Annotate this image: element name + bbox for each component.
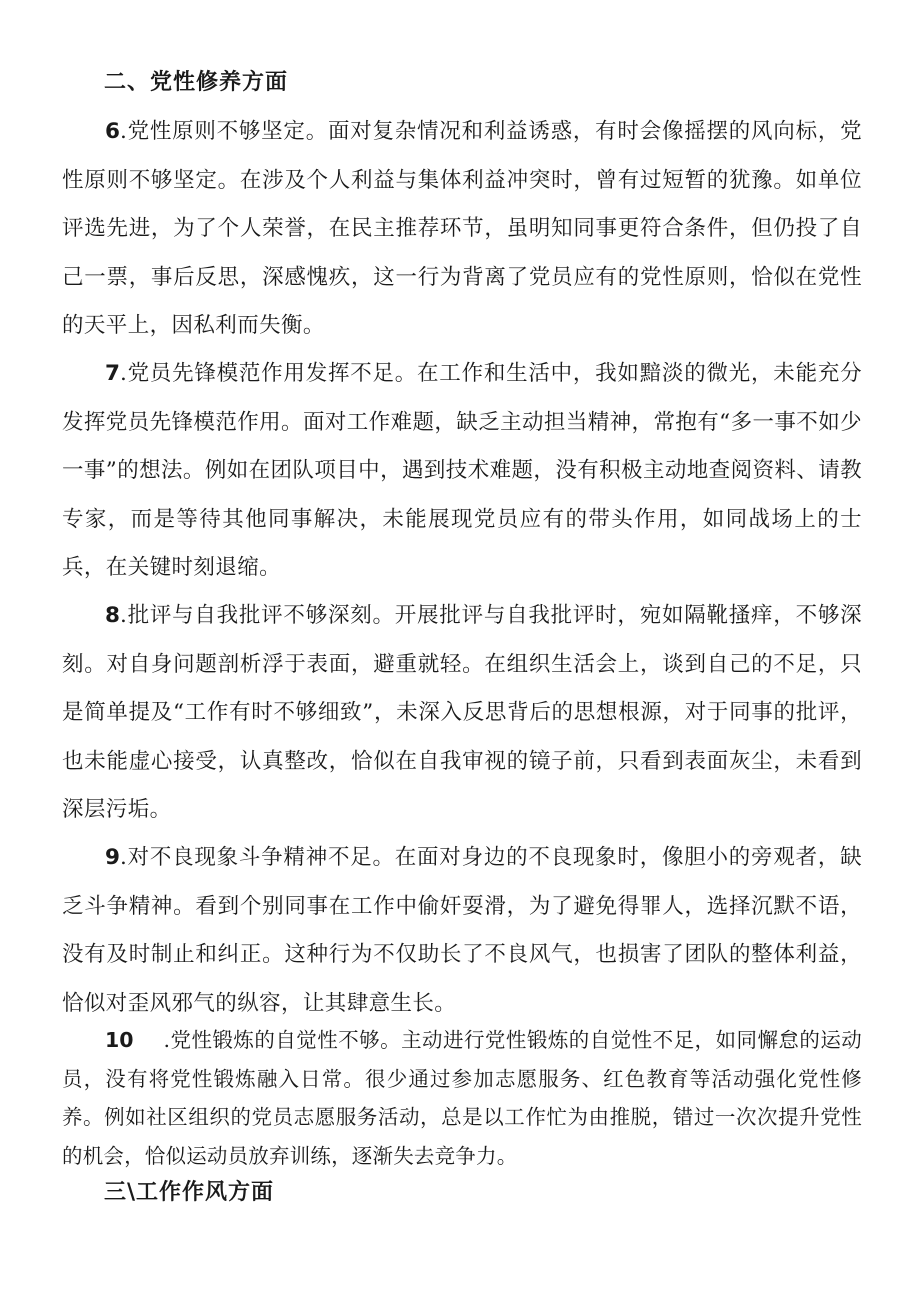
- paragraph-number: 10: [105, 1028, 134, 1052]
- paragraph-text: .党员先锋模范作用发挥不足。在工作和生活中，我如黯淡的微光，未能充分发挥党员先锋模范作用。面对工作难题，缺乏主动担当精神，常抱有“多一事不如少一事”的想法。例如在团队项目中，遇到技术难题，没有积极主动地查阅资料、请教专家，而是等待其他同事解决，未能展现党员应有的带头作用，如同战场上的士兵，在关键时刻退缩。: [62, 361, 862, 580]
- paragraph-9: [62, 834, 862, 1028]
- paragraph-text: .批评与自我批评不够深刻。开展批评与自我批评时，宛如隔靴搔痒，不够深刻。对自身问题剖析浮于表面，避重就轻。在组织生活会上，谈到自己的不足，只是简单提及“工作有时不够细致”，未深入反思背后的思想根源，对于同事的批评，也未能虚心接受，认真整改，恰似在自我审视的镜子前，只看到表面灰尘，未看到深层污垢。: [62, 603, 862, 822]
- paragraph-10: [62, 1021, 862, 1175]
- paragraph-text: .对不良现象斗争精神不足。在面对身边的不良现象时，像胆小的旁观者，缺乏斗争精神。看到个别同事在工作中偷奸耍滑，为了避免得罪人，选择沉默不语，没有及时制止和纠正。这种行为不仅助长了不良风气，也损害了团队的整体利益，恰似对歪风邪气的纵容，让其肆意生长。: [62, 845, 862, 1016]
- section-heading-party-spirit: 二、党性修养方面: [104, 70, 289, 95]
- paragraph-8: [62, 592, 862, 835]
- paragraph-number: 6: [105, 119, 120, 144]
- section-heading-work-style: 三\工作作风方面: [104, 1180, 275, 1205]
- paragraph-number: 8: [105, 603, 120, 628]
- paragraph-number: 9: [105, 845, 120, 870]
- paragraph-7: [62, 350, 862, 593]
- paragraph-number: 7: [105, 361, 120, 386]
- paragraph-text: .党性锻炼的自觉性不够。主动进行党性锻炼的自觉性不足，如同懈怠的运动员，没有将党性锻炼融入日常。很少通过参加志愿服务、红色教育等活动强化党性修养。例如社区组织的党员志愿服务活动，总是以工作忙为由推脱，错过一次次提升党性的机会，恰似运动员放弃训练，逐渐失去竞争力。: [62, 1028, 862, 1168]
- paragraph-6: [62, 108, 862, 351]
- paragraph-text: .党性原则不够坚定。面对复杂情况和利益诱惑，有时会像摇摆的风向标，党性原则不够坚定。在涉及个人利益与集体利益冲突时，曾有过短暂的犹豫。如单位评选先进，为了个人荣誉，在民主推荐环节，虽明知同事更符合条件，但仍投了自己一票，事后反思，深感愧疚，这一行为背离了党员应有的党性原则，恰似在党性的天平上，因私利而失衡。: [62, 119, 862, 338]
